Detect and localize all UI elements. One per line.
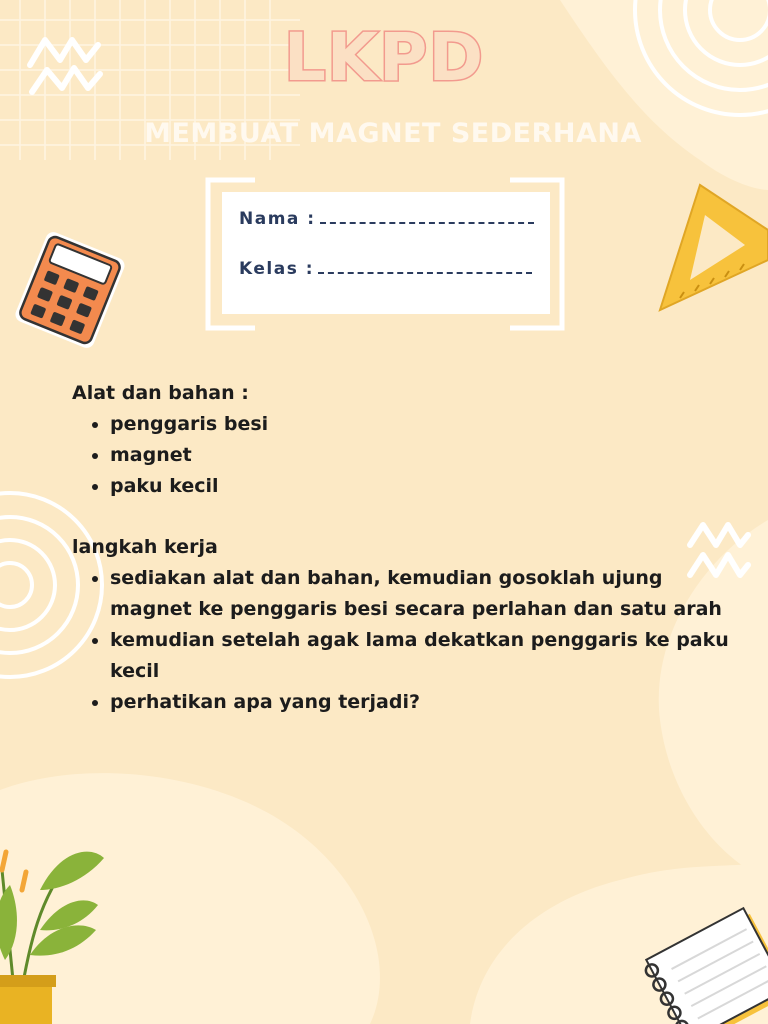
name-label: Nama : — [239, 209, 316, 229]
background-blob-bottom-left — [0, 773, 380, 1024]
list-item: • sediakan alat dan bahan, kemudian gosoklah ujung magnet ke penggaris besi secara perlahan dan satu arah — [110, 563, 732, 625]
list-item: • kemudian setelah agak lama dekatkan penggaris ke paku kecil — [110, 625, 732, 687]
materials-list — [72, 409, 732, 502]
steps-list — [72, 563, 732, 718]
list-item: • penggaris besi — [110, 409, 732, 440]
calculator-icon — [13, 230, 127, 350]
list-item: • magnet — [110, 440, 732, 471]
list-item: • perhatikan apa yang terjadi? — [110, 687, 732, 718]
materials-heading: Alat dan bahan : — [72, 382, 249, 404]
identity-card — [222, 192, 550, 314]
class-field[interactable] — [239, 258, 532, 279]
page-title: LKPD — [283, 19, 485, 96]
list-item: • paku kecil — [110, 471, 732, 502]
name-field[interactable] — [239, 208, 534, 229]
page-subtitle: MEMBUAT MAGNET SEDERHANA — [144, 118, 642, 149]
triangle-ruler-icon — [660, 185, 768, 310]
class-label: Kelas : — [239, 259, 315, 279]
steps-heading: langkah kerja — [72, 536, 218, 558]
class-line[interactable] — [318, 258, 532, 274]
name-line[interactable] — [320, 208, 534, 224]
worksheet-content — [72, 378, 732, 718]
